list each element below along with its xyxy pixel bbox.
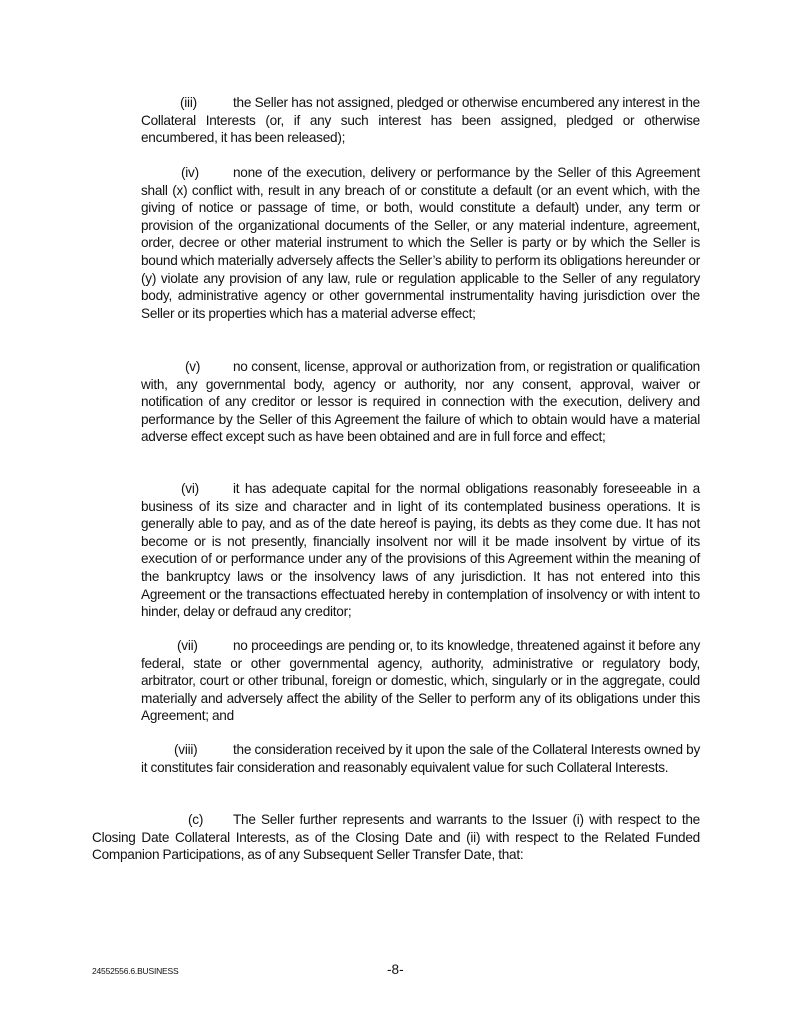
clause-number: (iv): [181, 165, 199, 180]
clause-text: none of the execution, delivery or performance by the Seller of this Agreement shall (x) conflict with, result in any breach of or constitute a default (or an event which, with the giving of notice or passage of time, or both, would constitute a default) under, any term or provision of the organizational documents of the Seller, or any material indenture, agreement, order, decree or other material instrument to which the Seller is party or by which the Seller is bound which materially adversely affects the Seller’s ability to perform its obligations hereunder or (y) violate any provision of any law, rule or regulation applicable to the Seller of any regulatory body, administrative agency or other governmental instrumentality having jurisdiction over the Seller or its properties which has a material adverse effect;: [141, 165, 700, 321]
clause-number: (vii): [177, 638, 198, 653]
clause-number: (viii): [174, 742, 198, 757]
clause-text: no consent, license, approval or authorization from, or registration or qualification with, any governmental body, agency or authority, nor any consent, approval, waiver or notification of any creditor or lessor is required in connection with the execution, delivery and performance by the Seller of this Agreement the failure of which to obtain would have a material adverse effect except such as have been obtained and are in full force and effect;: [141, 359, 700, 445]
footer-page-number: -8-: [387, 962, 404, 977]
section-number: (c): [188, 812, 204, 827]
clause-number: (v): [185, 359, 201, 374]
clause-number: (vi): [181, 481, 199, 496]
section-c: [92, 811, 700, 864]
clause-text: the Seller has not assigned, pledged or otherwise encumbered any interest in the Collateral Interests (or, if any such interest has been assigned, pledged or otherwise encumbered, it has been released);: [141, 95, 700, 146]
clause-number: (iii): [180, 95, 197, 110]
clause-iii: [141, 94, 700, 147]
clause-text: it has adequate capital for the normal obligations reasonably foreseeable in a business of its size and character and in light of its contemplated business operations. It is generally able to pay, and as of the date hereof is paying, its debts as they come due. It has not become or is not presently, financially insolvent nor will it be made insolvent by virtue of its execution of or performance under any of the provisions of this Agreement within the meaning of the bankruptcy laws or the insolvency laws of any jurisdiction. It has not entered into this Agreement or the transactions effectuated hereby in contemplation of insolvency or with intent to hinder, delay or defraud any creditor;: [141, 481, 700, 620]
clause-text: no proceedings are pending or, to its knowledge, threatened against it before any federal, state or other governmental agency, authority, administrative or regulatory body, arbitrator, court or other tribunal, foreign or domestic, which, singularly or in the aggregate, could materially and adversely affect the ability of the Seller to perform any of its obligations under this Agreement; and: [141, 638, 700, 724]
clause-v: [141, 358, 700, 446]
clause-viii: [141, 741, 700, 776]
section-text: The Seller further represents and warrants to the Issuer (i) with respect to the Closing Date Collateral Interests, as of the Closing Date and (ii) with respect to the Related Funded Companion Participations, as of any Subsequent Seller Transfer Date, that:: [92, 812, 700, 863]
footer-document-id: 24552556.6.BUSINESS: [92, 966, 179, 976]
clause-iv: [141, 164, 700, 322]
clause-vii: [141, 637, 700, 725]
clause-text: the consideration received by it upon the sale of the Collateral Interests owned by it constitutes fair consideration and reasonably equivalent value for such Collateral Interests.: [141, 742, 700, 775]
clause-vi: [141, 480, 700, 621]
